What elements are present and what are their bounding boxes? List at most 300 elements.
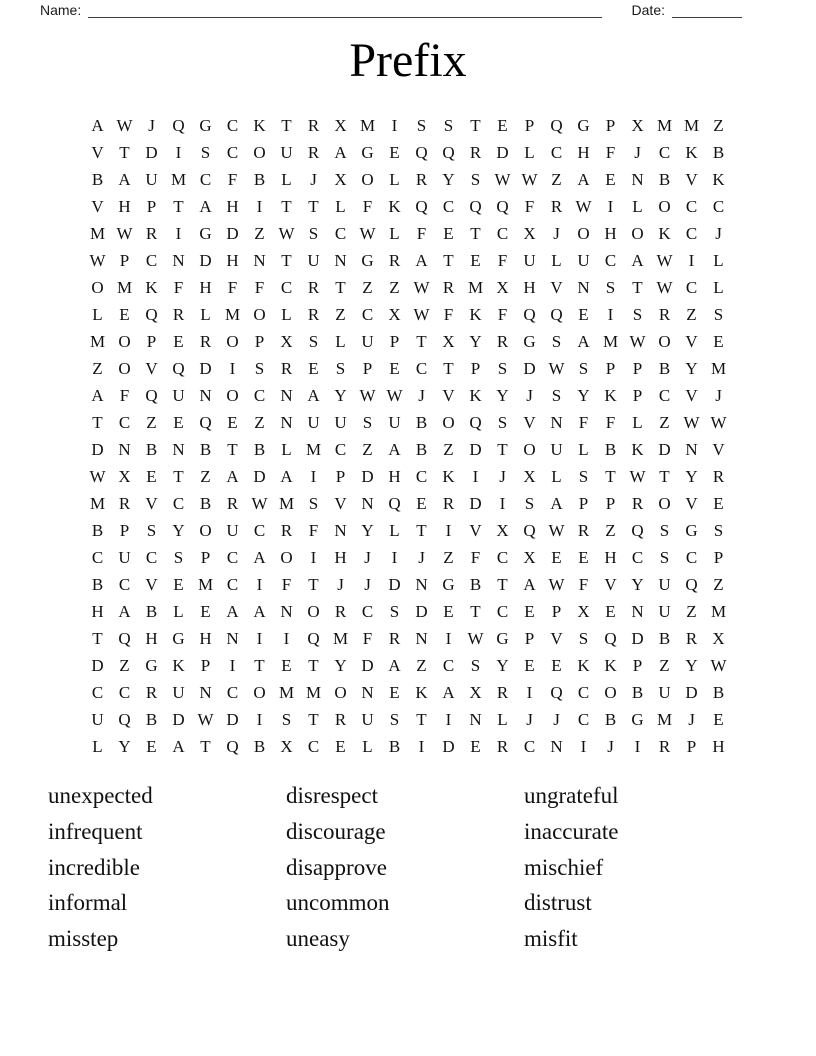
grid-letter: S — [389, 709, 400, 729]
grid-letter: Q — [604, 628, 617, 648]
word-list-item: misstep — [48, 926, 119, 952]
grid-letter: B — [469, 574, 482, 594]
grid-letter: E — [389, 142, 400, 162]
grid-letter: M — [197, 574, 214, 594]
grid-letter: A — [280, 466, 293, 486]
grid-letter: B — [253, 736, 266, 756]
grid-letter: C — [442, 196, 455, 216]
grid-letter: N — [631, 169, 644, 189]
grid-letter: Z — [686, 601, 697, 621]
grid-letter: R — [577, 520, 590, 540]
grid-letter: D — [361, 655, 374, 675]
grid-letter: E — [605, 169, 616, 189]
grid-letter: L — [551, 466, 562, 486]
grid-letter: T — [281, 250, 292, 270]
grid-letter: N — [415, 628, 428, 648]
grid-letter: I — [445, 520, 452, 540]
grid-letter: M — [467, 277, 484, 297]
grid-letter: D — [91, 439, 104, 459]
grid-letter: W — [575, 196, 592, 216]
grid-letter: V — [523, 412, 536, 432]
grid-letter: C — [145, 547, 158, 567]
word-list-item: discourage — [286, 818, 386, 844]
grid-letter: M — [656, 115, 673, 135]
word-list-item: uncommon — [286, 890, 390, 916]
grid-letter: R — [496, 331, 509, 351]
grid-letter: C — [712, 196, 725, 216]
grid-letter: S — [470, 169, 481, 189]
grid-letter: X — [712, 628, 725, 648]
grid-letter: T — [254, 655, 265, 675]
grid-letter: T — [470, 601, 481, 621]
grid-letter: U — [361, 709, 374, 729]
grid-letter: X — [334, 115, 347, 135]
grid-letter: O — [631, 223, 644, 243]
grid-letter: T — [416, 520, 427, 540]
grid-letter: C — [496, 223, 509, 243]
grid-letter: G — [442, 574, 455, 594]
grid-letter: X — [496, 520, 509, 540]
grid-letter: U — [145, 169, 158, 189]
grid-letter: G — [199, 223, 212, 243]
grid-letter: M — [89, 493, 106, 513]
grid-letter: P — [632, 385, 643, 405]
grid-letter: A — [253, 547, 266, 567]
grid-letter: R — [334, 601, 347, 621]
grid-letter: E — [281, 655, 292, 675]
grid-letter: U — [388, 412, 401, 432]
grid-letter: G — [496, 628, 509, 648]
word-list-item: disapprove — [286, 854, 387, 880]
grid-letter: Q — [550, 115, 563, 135]
grid-letter: P — [551, 601, 562, 621]
grid-letter: K — [172, 655, 185, 675]
grid-letter: Q — [172, 115, 185, 135]
grid-letter: N — [550, 412, 563, 432]
grid-letter: W — [548, 520, 565, 540]
grid-letter: Z — [605, 520, 616, 540]
grid-letter: N — [469, 709, 482, 729]
grid-letter: C — [118, 574, 131, 594]
grid-letter: S — [605, 277, 616, 297]
grid-letter: L — [497, 709, 508, 729]
grid-letter: U — [550, 439, 563, 459]
grid-letter: V — [145, 358, 158, 378]
grid-letter: W — [278, 223, 295, 243]
grid-letter: A — [334, 142, 347, 162]
grid-letter: D — [226, 709, 239, 729]
grid-letter: J — [499, 466, 506, 486]
grid-letter: R — [550, 196, 563, 216]
grid-letter: T — [92, 412, 103, 432]
grid-letter: I — [580, 736, 587, 756]
grid-letter: T — [416, 331, 427, 351]
grid-letter: M — [116, 277, 133, 297]
grid-letter: M — [710, 358, 727, 378]
grid-letter: R — [226, 493, 239, 513]
grid-letter: C — [226, 115, 239, 135]
grid-letter: T — [335, 277, 346, 297]
grid-letter: D — [415, 601, 428, 621]
word-list-item: infrequent — [48, 818, 143, 844]
grid-letter: X — [496, 277, 509, 297]
word-list-item: informal — [48, 890, 128, 916]
grid-letter: C — [118, 682, 131, 702]
grid-letter: C — [199, 169, 212, 189]
grid-letter: W — [548, 574, 565, 594]
grid-letter: C — [658, 142, 671, 162]
grid-letter: N — [280, 412, 293, 432]
grid-letter: P — [632, 358, 643, 378]
grid-letter: H — [334, 547, 347, 567]
grid-letter: K — [631, 439, 644, 459]
grid-letter: C — [577, 709, 590, 729]
grid-letter: P — [146, 196, 157, 216]
grid-letter: E — [308, 358, 319, 378]
grid-letter: L — [173, 601, 184, 621]
grid-letter: I — [391, 547, 398, 567]
grid-letter: B — [199, 493, 212, 513]
grid-letter: T — [443, 358, 454, 378]
grid-letter: U — [280, 142, 293, 162]
grid-letter: X — [388, 304, 401, 324]
grid-letter: A — [550, 493, 563, 513]
grid-letter: U — [334, 412, 347, 432]
grid-letter: M — [89, 223, 106, 243]
grid-letter: Q — [172, 358, 185, 378]
grid-letter: Z — [146, 412, 157, 432]
grid-letter: U — [226, 520, 239, 540]
grid-letter: W — [629, 331, 646, 351]
grid-letter: T — [659, 466, 670, 486]
grid-letter: N — [415, 574, 428, 594]
grid-letter: F — [524, 196, 535, 216]
grid-letter: H — [199, 277, 212, 297]
grid-letter: A — [415, 250, 428, 270]
grid-letter: Q — [631, 520, 644, 540]
grid-letter: E — [227, 412, 238, 432]
grid-letter: B — [253, 169, 266, 189]
grid-letter: C — [496, 547, 509, 567]
grid-letter: E — [524, 655, 535, 675]
grid-letter: E — [146, 466, 157, 486]
word-list-column — [48, 778, 286, 957]
word-list-item: unexpected — [48, 783, 153, 808]
grid-letter: A — [631, 250, 644, 270]
grid-letter: P — [713, 547, 724, 567]
grid-letter: T — [119, 142, 130, 162]
grid-letter: N — [172, 250, 185, 270]
grid-letter: T — [173, 466, 184, 486]
grid-letter: R — [280, 358, 293, 378]
grid-letter: A — [577, 169, 590, 189]
grid-letter: S — [713, 304, 724, 324]
grid-letter: W — [629, 466, 646, 486]
grid-letter: B — [658, 358, 671, 378]
grid-letter: H — [145, 628, 158, 648]
grid-letter: E — [713, 709, 724, 729]
grid-letter: P — [605, 358, 616, 378]
grid-letter: B — [712, 682, 725, 702]
grid-letter: O — [199, 520, 212, 540]
grid-letter: R — [145, 682, 158, 702]
grid-letter: T — [416, 709, 427, 729]
word-list-column — [286, 778, 524, 957]
grid-letter: R — [442, 277, 455, 297]
grid-letter: R — [415, 169, 428, 189]
grid-letter: M — [305, 682, 322, 702]
grid-letter: U — [658, 574, 671, 594]
grid-letter: I — [472, 466, 479, 486]
grid-letter: S — [389, 601, 400, 621]
grid-letter: C — [91, 682, 104, 702]
grid-letter: G — [577, 115, 590, 135]
grid-letter: N — [280, 601, 293, 621]
grid-letter: X — [631, 115, 644, 135]
grid-letter: Z — [335, 304, 346, 324]
grid-letter: H — [604, 547, 617, 567]
grid-letter: K — [253, 115, 266, 135]
grid-letter: S — [443, 115, 454, 135]
grid-letter: W — [386, 385, 403, 405]
grid-letter: W — [413, 277, 430, 297]
grid-letter: K — [469, 385, 482, 405]
grid-letter: U — [307, 412, 320, 432]
grid-letter: E — [335, 736, 346, 756]
grid-letter: D — [442, 736, 455, 756]
grid-letter: R — [172, 304, 185, 324]
grid-letter: S — [146, 520, 157, 540]
grid-letter: U — [658, 682, 671, 702]
grid-letter: H — [226, 250, 239, 270]
grid-letter: O — [118, 358, 131, 378]
grid-letter: W — [359, 223, 376, 243]
grid-letter: Q — [523, 304, 536, 324]
grid-letter: N — [361, 493, 374, 513]
word-list-item: misfit — [524, 926, 578, 952]
grid-letter: L — [578, 439, 589, 459]
grid-letter: R — [118, 493, 131, 513]
grid-letter: N — [253, 250, 266, 270]
grid-letter: D — [496, 142, 509, 162]
grid-letter: G — [199, 115, 212, 135]
grid-letter: P — [686, 736, 697, 756]
grid-letter: Z — [443, 439, 454, 459]
grid-letter: Q — [415, 142, 428, 162]
grid-letter: Z — [416, 655, 427, 675]
grid-letter: H — [226, 196, 239, 216]
grid-letter: C — [334, 223, 347, 243]
grid-letter: D — [91, 655, 104, 675]
grid-letter: H — [91, 601, 104, 621]
grid-letter: W — [467, 628, 484, 648]
grid-letter: L — [632, 196, 643, 216]
grid-letter: B — [388, 736, 401, 756]
grid-letter: Y — [685, 358, 698, 378]
grid-letter: W — [683, 412, 700, 432]
grid-letter: L — [713, 277, 724, 297]
grid-letter: Z — [200, 466, 211, 486]
grid-letter: E — [470, 250, 481, 270]
word-list-item: uneasy — [286, 926, 350, 952]
grid-letter: R — [712, 466, 725, 486]
grid-letter: I — [688, 250, 695, 270]
grid-letter: D — [685, 682, 698, 702]
word-list-item: ungrateful — [524, 783, 619, 808]
grid-letter: R — [334, 709, 347, 729]
grid-letter: E — [551, 655, 562, 675]
grid-letter: E — [119, 304, 130, 324]
grid-letter: E — [173, 412, 184, 432]
grid-letter: C — [415, 358, 428, 378]
grid-letter: Z — [92, 358, 103, 378]
grid-letter: I — [256, 628, 263, 648]
grid-letter: D — [523, 358, 536, 378]
grid-letter: P — [200, 655, 211, 675]
grid-letter: B — [91, 169, 104, 189]
grid-letter: T — [281, 196, 292, 216]
grid-letter: E — [524, 601, 535, 621]
grid-letter: B — [91, 520, 104, 540]
grid-letter: R — [199, 331, 212, 351]
grid-letter: S — [578, 358, 589, 378]
grid-letter: P — [200, 547, 211, 567]
grid-letter: M — [359, 115, 376, 135]
grid-letter: C — [550, 142, 563, 162]
grid-letter: E — [551, 547, 562, 567]
grid-letter: C — [685, 196, 698, 216]
grid-letter: Z — [659, 412, 670, 432]
grid-letter: L — [389, 520, 400, 540]
grid-letter: L — [281, 439, 292, 459]
grid-letter: M — [602, 331, 619, 351]
word-list-item: incredible — [48, 854, 140, 880]
grid-letter: J — [553, 709, 560, 729]
grid-letter: B — [199, 439, 212, 459]
grid-letter: W — [548, 358, 565, 378]
grid-letter: Y — [361, 520, 374, 540]
grid-letter: Z — [254, 223, 265, 243]
grid-letter: N — [199, 682, 212, 702]
grid-letter: E — [173, 574, 184, 594]
grid-letter: S — [497, 358, 508, 378]
grid-letter: C — [118, 412, 131, 432]
grid-letter: E — [713, 331, 724, 351]
grid-letter: D — [631, 628, 644, 648]
grid-letter: E — [497, 115, 508, 135]
grid-letter: T — [308, 574, 319, 594]
grid-letter: S — [470, 655, 481, 675]
grid-letter: S — [335, 358, 346, 378]
grid-letter: Z — [713, 115, 724, 135]
grid-letter: I — [283, 628, 290, 648]
grid-letter: N — [334, 250, 347, 270]
grid-letter: B — [604, 439, 617, 459]
grid-letter: A — [388, 655, 401, 675]
word-list — [48, 778, 762, 957]
grid-letter: T — [308, 709, 319, 729]
grid-letter: N — [118, 439, 131, 459]
grid-letter: J — [715, 385, 722, 405]
grid-letter: W — [359, 385, 376, 405]
grid-letter: T — [281, 115, 292, 135]
grid-letter: B — [631, 682, 644, 702]
grid-letter: K — [415, 682, 428, 702]
grid-letter: I — [229, 358, 236, 378]
grid-letter: I — [499, 493, 506, 513]
grid-letter: B — [415, 439, 428, 459]
grid-letter: I — [310, 466, 317, 486]
grid-letter: M — [305, 439, 322, 459]
grid-letter: J — [337, 574, 344, 594]
grid-letter: S — [524, 493, 535, 513]
grid-letter: T — [92, 628, 103, 648]
grid-letter: A — [253, 601, 266, 621]
grid-letter: W — [710, 412, 727, 432]
grid-letter: O — [226, 331, 239, 351]
grid-letter: T — [200, 736, 211, 756]
grid-letter: E — [443, 223, 454, 243]
grid-letter: L — [389, 169, 400, 189]
grid-letter: O — [253, 682, 266, 702]
grid-letter: K — [442, 466, 455, 486]
grid-letter: Q — [550, 682, 563, 702]
grid-letter: P — [335, 466, 346, 486]
grid-letter: W — [116, 115, 133, 135]
grid-letter: M — [89, 331, 106, 351]
grid-letter: S — [308, 331, 319, 351]
grid-letter: P — [389, 331, 400, 351]
word-list-item: inaccurate — [524, 818, 619, 844]
grid-letter: Q — [118, 628, 131, 648]
grid-letter: F — [227, 277, 238, 297]
grid-letter: C — [577, 682, 590, 702]
grid-letter: D — [469, 493, 482, 513]
grid-letter: F — [578, 574, 589, 594]
grid-letter: E — [389, 682, 400, 702]
grid-letter: D — [658, 439, 671, 459]
grid-letter: C — [442, 655, 455, 675]
grid-letter: Q — [685, 574, 698, 594]
grid-letter: N — [577, 277, 590, 297]
grid-letter: B — [712, 142, 725, 162]
grid-letter: J — [364, 574, 371, 594]
grid-letter: V — [685, 385, 698, 405]
grid-letter: C — [631, 547, 644, 567]
grid-letter: R — [307, 277, 320, 297]
grid-letter: M — [656, 709, 673, 729]
grid-letter: R — [307, 304, 320, 324]
grid-letter: Y — [118, 736, 131, 756]
grid-letter: G — [145, 655, 158, 675]
grid-letter: B — [658, 628, 671, 648]
grid-letter: U — [172, 682, 185, 702]
grid-letter: O — [361, 169, 374, 189]
grid-letter: W — [521, 169, 538, 189]
grid-letter: V — [685, 331, 698, 351]
grid-letter: H — [712, 736, 725, 756]
grid-letter: H — [388, 466, 401, 486]
grid-letter: V — [604, 574, 617, 594]
grid-letter: F — [308, 520, 319, 540]
grid-letter: X — [523, 547, 536, 567]
grid-letter: Y — [685, 655, 698, 675]
grid-letter: T — [227, 439, 238, 459]
grid-letter: I — [607, 196, 614, 216]
grid-letter: K — [604, 385, 617, 405]
name-blank-line — [88, 4, 601, 18]
grid-letter: G — [631, 709, 644, 729]
